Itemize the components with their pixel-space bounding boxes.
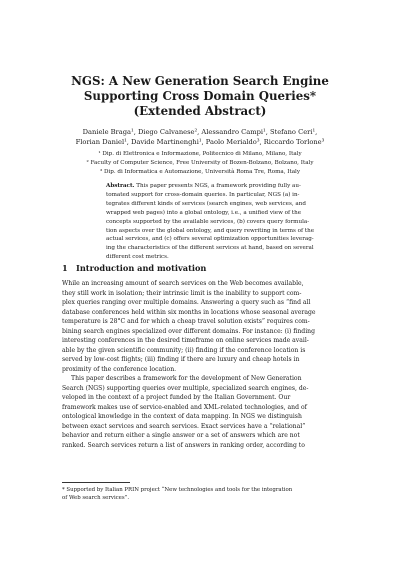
body-line: bining search engines specialized over different domains. For instance: (i) finding <box>62 327 315 335</box>
abstract-line <box>106 182 306 191</box>
abstract-line: concepts supported by the available services, (b) covers query formula- <box>106 218 310 225</box>
abstract-label: Abstract. <box>106 183 135 189</box>
section-number: 1 <box>62 263 68 273</box>
body-line: framework makes use of service-enabled and XML-related technologies, and of <box>62 403 307 411</box>
body-text <box>62 279 338 450</box>
body-line: able by the given scientific community; (ii) finding if the conference location is <box>62 346 306 354</box>
body-line: served by low-cost flights; (iii) finding if there are luxury and cheap hotels in <box>62 356 300 363</box>
body-line: Search (NGS) supporting queries over multiple, specialized search engines, de- <box>62 384 309 392</box>
body-line: behavior and return either a single answer or a set of answers which are not <box>62 432 300 439</box>
abstract-line: ing the characteristics of the different services at hand, based on several <box>106 245 314 252</box>
body-line: interesting conferences in the desired timeframe on online services made avail- <box>62 337 309 344</box>
body-line: they still work in isolation; their intrinsic limit is the inability to support com- <box>62 289 302 297</box>
section-heading <box>62 263 206 273</box>
abstract-line: wrapped web pages) into a global ontology, i.e., a unified view of the <box>106 209 302 216</box>
author-list <box>0 127 400 147</box>
body-line: ontological knowledge in the context of data mapping. In NGS we distinguish <box>62 413 302 420</box>
affiliation-3: ³ Dip. di Informatica e Automazione, Università Roma Tre, Roma, Italy <box>99 169 301 175</box>
body-line: database conferences held within six months in locations whose seasonal average <box>62 308 316 316</box>
abstract-line: different cost metrics. <box>106 254 169 261</box>
title-line-1: NGS: A New Generation Search Engine <box>71 74 329 88</box>
affiliation-list <box>0 150 400 177</box>
footnote-line-1: * Supported by Italian PRIN project “New technologies and tools for the integration <box>62 487 293 493</box>
abstract-line: tegrates different kinds of services (search engines, web services, and <box>106 200 306 207</box>
footnote-rule <box>62 482 130 483</box>
authors-line-2: Florian Daniel¹, Davide Martinenghi¹, Paolo Merialdo³, Riccardo Torlone³ <box>75 138 325 146</box>
body-line: veloped in the context of a project funded by the Italian Government. Our <box>62 394 291 401</box>
abstract-line: tomated support for cross-domain queries. In particular, NGS (a) in- <box>106 191 300 198</box>
paper-title <box>0 74 400 119</box>
section-title: Introduction and motivation <box>76 263 207 273</box>
affiliation-1: ¹ Dip. di Elettronica e Informazione, Politecnico di Milano, Milano, Italy <box>98 151 302 157</box>
body-line: between exact services and search services. Exact services have a “relational” <box>62 422 306 430</box>
abstract <box>106 182 315 262</box>
abstract-line: actual services, and (c) offers several optimization opportunities leverag- <box>106 236 314 243</box>
body-line: This paper describes a framework for the development of New Generation <box>71 375 302 382</box>
affiliation-2: ² Faculty of Computer Science, Free University of Bozen-Bolzano, Bolzano, Italy <box>86 160 314 166</box>
body-line: plex queries ranging over multiple domains. Answering a query such as “find all <box>62 299 311 306</box>
footnote-line-2: of Web search services”. <box>62 495 130 502</box>
body-line: proximity of the conference location. <box>62 365 177 373</box>
title-line-3: (Extended Abstract) <box>133 104 267 118</box>
abstract-first-line: This paper presents NGS, a framework providing fully au- <box>136 183 301 189</box>
footnote <box>62 486 338 503</box>
body-line: ranked. Search services return a list of answers in ranking order, according to <box>62 441 305 449</box>
abstract-line: tion aspects over the global ontology, and query rewriting in terms of the <box>106 227 315 234</box>
body-line: While an increasing amount of search services on the Web becomes available, <box>62 280 304 287</box>
body-line: temperature is 28°C and for which a cheap travel solution exists” requires com- <box>62 318 310 325</box>
title-line-2: Supporting Cross Domain Queries* <box>83 89 317 103</box>
authors-line-1: Daniele Braga¹, Diego Calvanese², Alessandro Campi¹, Stefano Ceri¹, <box>82 128 318 136</box>
